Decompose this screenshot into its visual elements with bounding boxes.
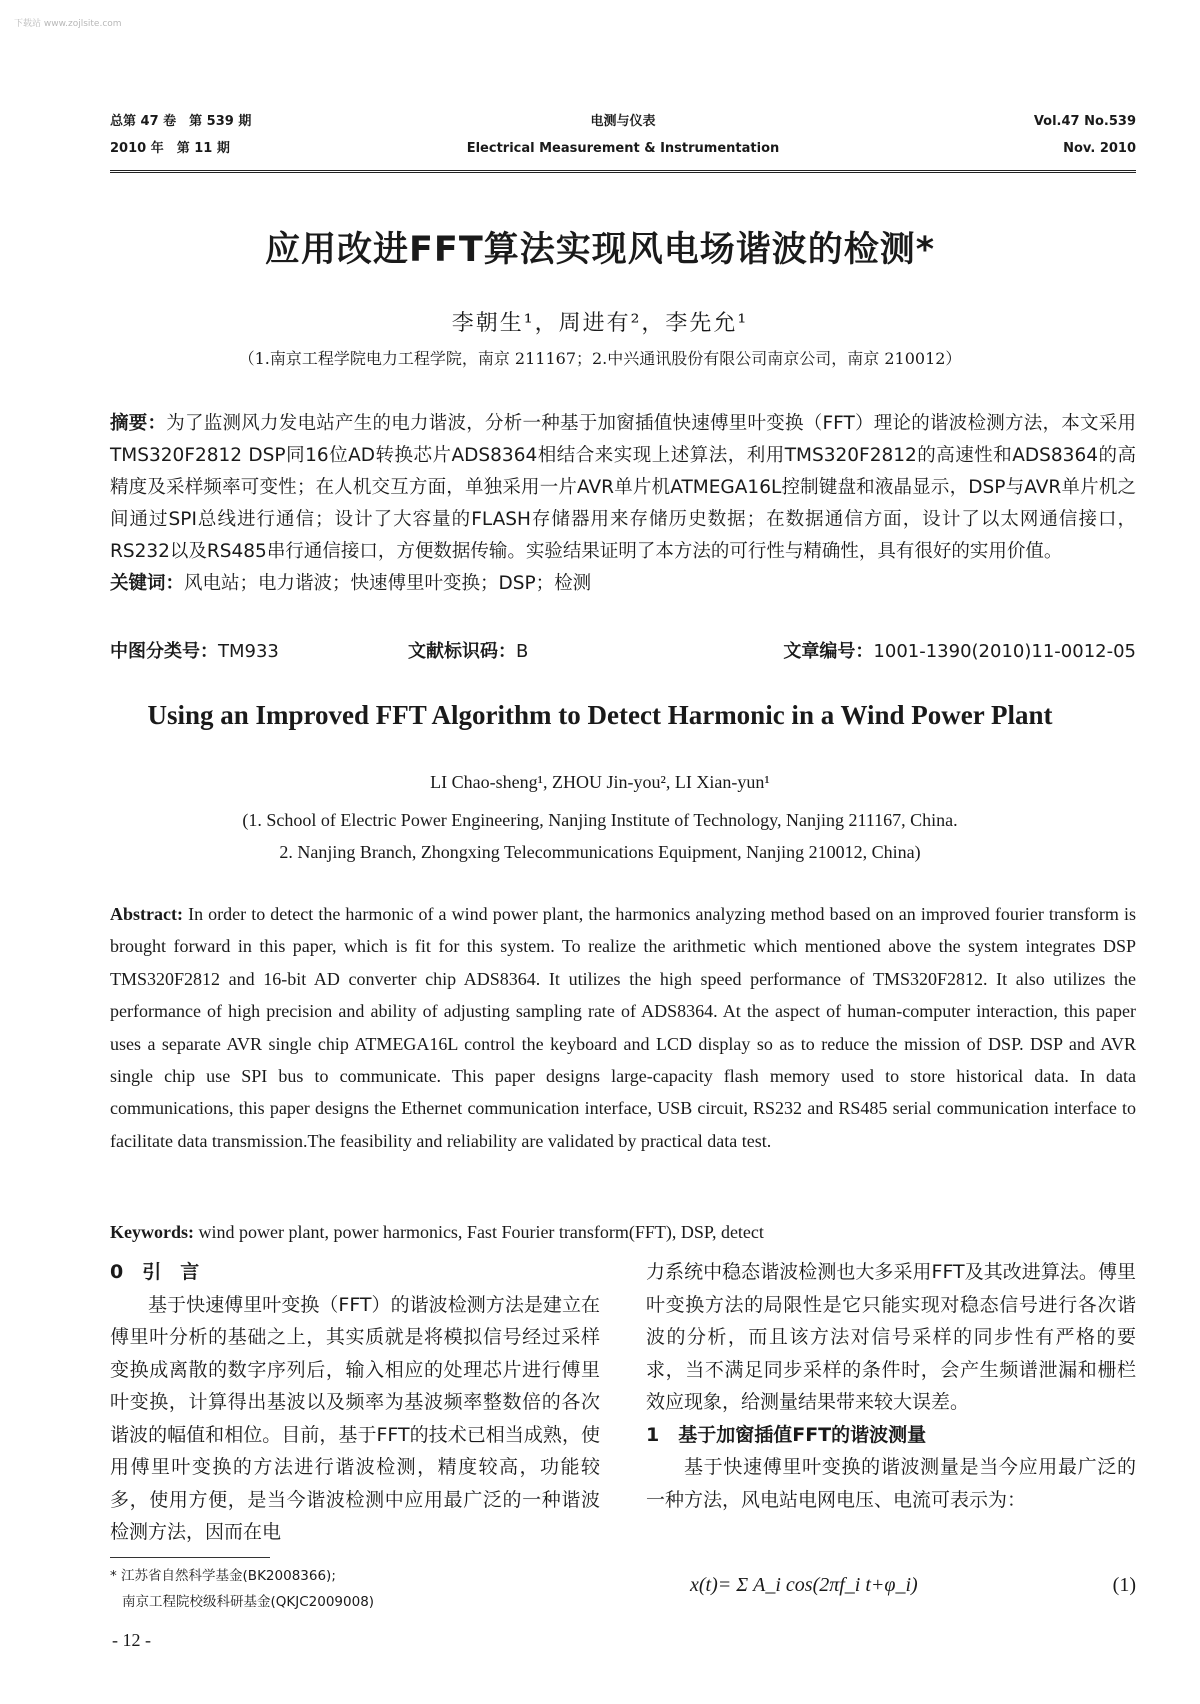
- intro-paragraph-continued: 力系统中稳态谐波检测也大多采用FFT及其改进算法。傅里叶变换方法的局限性是它只能实现对稳态信号进行各次谐波的分析，而且该方法对信号采样的同步性有严格的要求，当不满足同步采样的条件时，会产生频谱泄漏和栅栏效应现象，给测量结果带来较大误差。: [646, 1261, 1136, 1413]
- footnote-rule: [110, 1557, 270, 1558]
- abstract-en-label: Abstract:: [110, 904, 183, 924]
- equation-number: (1): [1112, 1574, 1136, 1596]
- equation-1: [690, 1560, 1136, 1616]
- body-column-left: [110, 1256, 600, 1549]
- classification-number: 中图分类号：TM933: [110, 641, 279, 662]
- body-column-right: [646, 1256, 1136, 1516]
- intro-paragraph: 基于快速傅里叶变换（FFT）的谐波检测方法是建立在傅里叶分析的基础之上，其实质就是将模拟信号经过采样变换成离散的数字序列后，输入相应的处理芯片进行傅里叶变换，计算得出基波以及频率为基波频率整数倍的各次谐波的幅值和相位。目前，基于FFT的技术已相当成熟，使用傅里叶变换的方法进行谐波检测，精度较高，功能较多，使用方便，是当今谐波检测中应用最广泛的一种谐波检测方法，因而在电: [110, 1293, 600, 1543]
- page-number: - 12 -: [112, 1630, 151, 1650]
- authors-en: LI Chao-sheng¹, ZHOU Jin-you², LI Xian-yun¹: [430, 772, 770, 792]
- abstract-en-text: In order to detect the harmonic of a wind power plant, the harmonics analyzing method based on an improved fourier transform is brought forward in this paper, which is fit for this system. To realize the arithmetic which mentioned above the system integrates DSP TMS320F2812 and 16-bit AD converter chip ADS8364. It utilizes the high speed performance of TMS320F2812. It also utilizes the performance of high precision and ability of adjusting sampling rate of ADS8364. At the aspect of human-computer interaction, this paper uses a separate AVR single chip ATMEGA16L control the keyboard and LCD display so as to reduce the mission of DSP. DSP and AVR single chip use SPI bus to communicate. This paper designs large-capacity flash memory used to store historical data. In data communications, this paper designs the Ethernet communication interface, USB circuit, RS232 and RS485 serial communication interface to facilitate data transmission.The feasibility and reliability are validated by practical data test.: [110, 904, 1137, 1151]
- abstract-cn-label: 摘要：: [110, 413, 167, 434]
- equation-body: x(t)= Σ A_i cos(2πf_i t+φ_i): [690, 1574, 918, 1596]
- section-heading-intro: 0 引 言: [110, 1261, 200, 1283]
- keywords-en: Keywords: wind power plant, power harmonics, Fast Fourier transform(FFT), DSP, detect: [110, 1222, 764, 1242]
- issue-cn: 总第 47 卷 第 539 期 2010 年 第 11 期: [110, 114, 252, 156]
- paper-title-cn: 应用改进FFT算法实现风电场谐波的检测*: [265, 230, 935, 270]
- keywords-cn: 关键词：风电站；电力谐波；快速傅里叶变换；DSP；检测: [110, 573, 592, 594]
- footnote: * 江苏省自然科学基金(BK2008366); 南京工程院校级科研基金(QKJC2009008): [110, 1568, 375, 1610]
- document-code: 文献标识码：B: [408, 641, 529, 662]
- abstract-cn: [110, 408, 1136, 600]
- affiliation-cn: （1.南京工程学院电力工程学院，南京 211167；2.中兴通讯股份有限公司南京公司，南京 210012）: [238, 349, 962, 368]
- paper-title-en: Using an Improved FFT Algorithm to Detect Harmonic in a Wind Power Plant: [147, 700, 1053, 730]
- journal-header: [110, 108, 1136, 173]
- abstract-en: [110, 898, 1136, 1157]
- affiliation-en: (1. School of Electric Power Engineering, Nanjing Institute of Technology, Nanjing 211167, China. 2. Nanjing Branch, Zhongxing Telecommunications Equipment, Nanjing 210012, China): [242, 810, 958, 862]
- abstract-cn-text: 为了监测风力发电站产生的电力谐波，分析一种基于加窗插值快速傅里叶变换（FFT）理论的谐波检测方法，本文采用TMS320F2812 DSP同16位AD转换芯片ADS8364相结合来实现上述算法，利用TMS320F2812的高速性和ADS8364的高精度及采样频率可变性；在人机交互方面，单独采用一片AVR单片机ATMEGA16L控制键盘和液晶显示，DSP与AVR单片机之间通过SPI总线进行通信；设计了大容量的FLASH存储器用来存储历史数据；在数据通信方面，设计了以太网通信接口，RS232以及RS485串行通信接口，方便数据传输。实验结果证明了本方法的可行性与精确性，具有很好的实用价值。: [110, 413, 1136, 562]
- article-number: 文章编号：1001-1390(2010)11-0012-05: [783, 641, 1136, 662]
- authors-cn: 李朝生¹，周进有²，李先允¹: [451, 311, 749, 336]
- issue-en: Vol.47 No.539 Nov. 2010: [1033, 114, 1136, 156]
- journal-name: 电测与仪表 Electrical Measurement & Instrumentation: [466, 114, 780, 156]
- section-heading-1: 1 基于加窗插值FFT的谐波测量: [646, 1423, 927, 1446]
- watermark: 下载站 www.zojlsite.com: [14, 19, 122, 29]
- section1-paragraph: 基于快速傅里叶变换的谐波测量是当今应用最广泛的一种方法，风电站电网电压、电流可表示为：: [646, 1456, 1136, 1511]
